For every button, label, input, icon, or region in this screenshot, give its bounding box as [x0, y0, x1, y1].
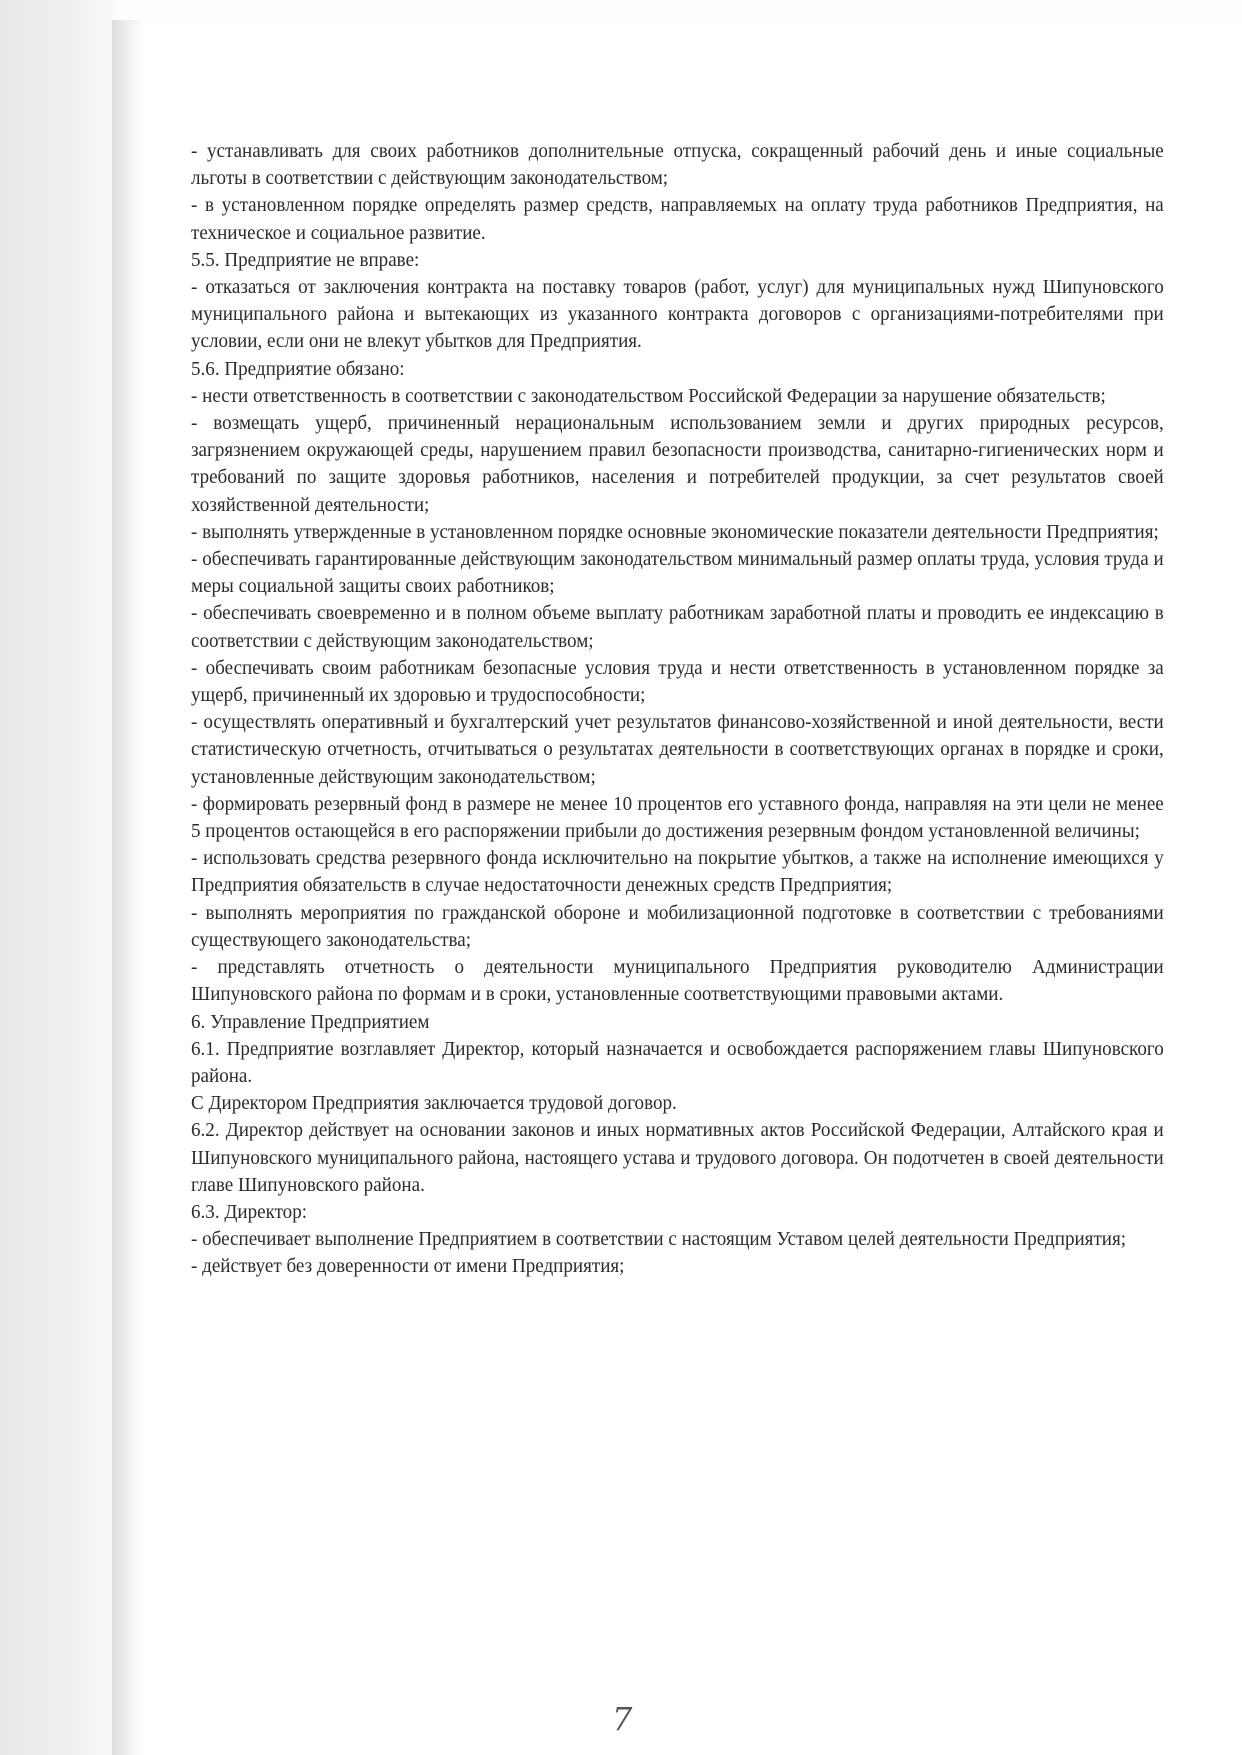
- document-body: [191, 138, 1164, 1281]
- paragraph: - в установленном порядке определять размер средств, направляемых на оплату труда работников Предприятия, на техническое и социальное развитие.: [191, 194, 1164, 244]
- section-heading: 6. Управление Предприятием: [191, 1010, 430, 1033]
- paragraph: - возмещать ущерб, причиненный нерациональным использованием земли и других природных ресурсов, загрязнением окружающей среды, нарушением правил безопасности производства, санитарно-гигиенических норм и требований по защите здоровья работников, населения и потребителей продукции, за счет результатов своей хозяйственной деятельности;: [191, 412, 1164, 516]
- paragraph: - формировать резервный фонд в размере не менее 10 процентов его уставного фонда, направляя на эти цели не менее 5 процентов остающейся в его распоряжении прибыли до достижения резервным фондом установленной величины;: [191, 792, 1164, 843]
- paragraph: - обеспечивать гарантированные действующим законодательством минимальный размер оплаты труда, условия труда и меры социальной защиты своих работников;: [191, 548, 1164, 598]
- previous-page-margin: [0, 0, 118, 1755]
- section-heading: 5.5. Предприятие не вправе:: [191, 248, 420, 271]
- paragraph: 6.1. Предприятие возглавляет Директор, который назначается и освобождается распоряжением главы Шипуновского района.: [191, 1037, 1164, 1087]
- paragraph: - действует без доверенности от имени Предприятия;: [191, 1255, 625, 1278]
- paragraph: 6.2. Директор действует на основании законов и иных нормативных актов Российской Федерации, Алтайского края и Шипуновского муниципального района, настоящего устава и трудового договора. Он подотчетен в своей деятельности главе Шипуновского района.: [191, 1119, 1164, 1196]
- section-heading: 5.6. Предприятие обязано:: [191, 357, 405, 380]
- paragraph: - обеспечивает выполнение Предприятием в соответствии с настоящим Уставом целей деятельности Предприятия;: [191, 1228, 1127, 1251]
- page-number: 7: [612, 1700, 633, 1738]
- paragraph: - отказаться от заключения контракта на поставку товаров (работ, услуг) для муниципальных нужд Шипуновского муниципального района и вытекающих из указанного контракта договоров с организациями-потребителями при условии, если они не влекут убытков для Предприятия.: [191, 276, 1164, 353]
- paragraph: С Директором Предприятия заключается трудовой договор.: [191, 1092, 677, 1115]
- paragraph: - выполнять мероприятия по гражданской обороне и мобилизационной подготовке в соответствии с требованиями существующего законодательства;: [191, 901, 1164, 951]
- paragraph: - выполнять утвержденные в установленном порядке основные экономические показатели деятельности Предприятия;: [191, 520, 1159, 543]
- paragraph: - нести ответственность в соответствии с законодательством Российской Федерации за нарушение обязательств;: [191, 384, 1106, 407]
- paragraph: - обеспечивать своевременно и в полном объеме выплату работникам заработной платы и проводить ее индексацию в соответствии с действующим законодательством;: [191, 602, 1164, 652]
- section-heading: 6.3. Директор:: [191, 1200, 308, 1223]
- paragraph: - осуществлять оперативный и бухгалтерский учет результатов финансово-хозяйственной и иной деятельности, вести статистическую отчетность, отчитываться о результатах деятельности в соответствующих органах в порядке и сроки, установленные действующим законодательством;: [191, 711, 1164, 788]
- scan-top-edge: [0, 0, 1242, 22]
- paragraph: - использовать средства резервного фонда исключительно на покрытие убытков, а также на исполнение имеющихся у Предприятия обязательств в случае недостаточности денежных средств Предприятия;: [191, 847, 1164, 897]
- page-gutter-shadow: [112, 20, 142, 1755]
- paragraph: - представлять отчетность о деятельности муниципального Предприятия руководителю Администрации Шипуновского района по формам и в сроки, установленные соответствующими правовыми актами.: [191, 956, 1164, 1006]
- paragraph: - обеспечивать своим работникам безопасные условия труда и нести ответственность в установленном порядке за ущерб, причиненный их здоровью и трудоспособности;: [191, 656, 1164, 707]
- paragraph: - устанавливать для своих работников дополнительные отпуска, сокращенный рабочий день и иные социальные льготы в соответствии с действующим законодательством;: [191, 140, 1164, 190]
